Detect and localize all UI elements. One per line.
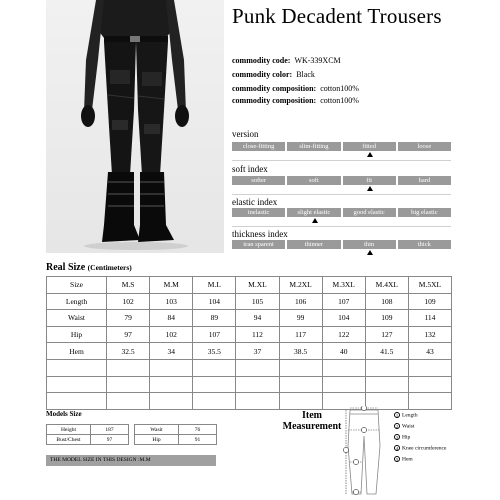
size-chart-heading	[46, 262, 132, 273]
size-cell: 40	[322, 343, 365, 360]
spec-value: WK-339XCM	[294, 56, 341, 65]
size-cell	[408, 376, 451, 393]
legend-label: Knee circumference	[402, 445, 447, 452]
size-cell: 41.5	[365, 343, 408, 360]
elastic-index-option: slight elastic	[287, 208, 340, 217]
thickness-index-selected-marker-icon	[367, 250, 373, 255]
spec-label: commodity composition:	[232, 84, 317, 93]
size-cell	[322, 359, 365, 376]
measurement-legend-item	[394, 456, 413, 462]
size-cell: 105	[236, 293, 279, 310]
size-cell	[193, 376, 236, 393]
thickness-index-label: thickness index	[232, 229, 288, 239]
legend-number-icon: 5	[395, 457, 399, 462]
models-value: 97	[91, 435, 129, 445]
legend-label: Hip	[402, 434, 411, 441]
size-cell	[279, 359, 322, 376]
measurement-legend-item	[394, 423, 414, 429]
elastic-index-label: elastic index	[232, 197, 278, 207]
table-row	[47, 435, 217, 445]
size-cell: 108	[365, 293, 408, 310]
spec-value: cotton100%	[320, 84, 359, 93]
legend-label: Hem	[402, 456, 413, 463]
thickness-index-scale	[232, 240, 451, 249]
measurement-title-line1: Item	[302, 410, 322, 421]
size-cell	[193, 393, 236, 410]
size-cell	[150, 393, 193, 410]
size-cell: 37	[236, 343, 279, 360]
size-cell	[408, 393, 451, 410]
soft-index-option: fit	[343, 176, 396, 185]
size-cell: 43	[408, 343, 451, 360]
size-cell	[193, 359, 236, 376]
size-header-row	[47, 277, 452, 294]
size-header-cell: M.2XL	[279, 277, 322, 294]
models-label: Height	[47, 425, 91, 435]
size-cell: 32.5	[107, 343, 150, 360]
elastic-index-option: good elastic	[343, 208, 396, 217]
elastic-index-selected-marker-icon	[312, 218, 318, 223]
models-value: 91	[179, 435, 217, 445]
table-row	[47, 343, 452, 360]
trousers-figure-illustration	[46, 0, 224, 253]
size-cell: 84	[150, 310, 193, 327]
size-cell: 127	[365, 326, 408, 343]
table-row	[47, 293, 452, 310]
divider	[232, 160, 451, 161]
size-cell: 34	[150, 343, 193, 360]
version-label: version	[232, 129, 259, 139]
size-cell: 132	[408, 326, 451, 343]
version-selected-marker-icon	[367, 152, 373, 157]
product-photo	[46, 0, 224, 253]
size-cell: 112	[236, 326, 279, 343]
soft-index-option: soft	[287, 176, 340, 185]
legend-number-icon: 3	[395, 435, 399, 440]
size-cell	[150, 359, 193, 376]
elastic-index-scale	[232, 208, 451, 217]
table-row	[47, 326, 452, 343]
size-cell: 122	[322, 326, 365, 343]
table-row	[47, 425, 217, 435]
size-row-label	[47, 393, 107, 410]
spec-label: commodity composition:	[232, 96, 317, 105]
measurement-legend-item	[394, 412, 418, 418]
models-value: 76	[179, 425, 217, 435]
measurement-title-line2: Measurement	[282, 421, 342, 432]
soft-index-label: soft index	[232, 164, 268, 174]
size-cell: 117	[279, 326, 322, 343]
size-row-label: Waist	[47, 310, 107, 327]
models-size-table	[46, 424, 217, 445]
size-header-cell: M.3XL	[322, 277, 365, 294]
legend-number-icon: 4	[395, 446, 399, 451]
size-header-cell: M.4XL	[365, 277, 408, 294]
version-scale	[232, 142, 451, 151]
size-cell	[279, 393, 322, 410]
spec-label: commodity code:	[232, 56, 291, 65]
legend-label: Length	[402, 412, 418, 419]
table-row	[47, 310, 452, 327]
size-row-label	[47, 359, 107, 376]
soft-index-scale	[232, 176, 451, 185]
size-cell: 109	[408, 293, 451, 310]
size-cell: 94	[236, 310, 279, 327]
size-cell	[150, 376, 193, 393]
size-cell: 97	[107, 326, 150, 343]
size-row-label: Length	[47, 293, 107, 310]
size-header-cell: M.S	[107, 277, 150, 294]
version-option: close-fitting	[232, 142, 285, 151]
size-cell	[365, 359, 408, 376]
size-cell	[236, 376, 279, 393]
soft-index-option: softer	[232, 176, 285, 185]
table-row	[47, 359, 452, 376]
version-option: slim-fitting	[287, 142, 340, 151]
elastic-index-option: inelastic	[232, 208, 285, 217]
size-cell: 99	[279, 310, 322, 327]
size-chart-table	[46, 276, 452, 410]
size-cell: 114	[408, 310, 451, 327]
legend-label: Waist	[402, 423, 415, 430]
thickness-index-option: tran sparent	[232, 240, 285, 249]
spec-commodity-color	[232, 70, 315, 79]
size-cell: 104	[322, 310, 365, 327]
trousers-measurement-diagram-icon	[336, 406, 392, 498]
spec-commodity-code	[232, 56, 341, 65]
size-cell: 107	[322, 293, 365, 310]
size-cell: 106	[279, 293, 322, 310]
size-cell: 102	[150, 326, 193, 343]
size-cell	[408, 359, 451, 376]
size-header-cell: Size	[47, 277, 107, 294]
size-header-cell: M.5XL	[408, 277, 451, 294]
spec-value: Black	[296, 70, 315, 79]
measurement-legend-item	[394, 445, 446, 451]
models-label: Wasit	[135, 425, 179, 435]
size-cell	[107, 359, 150, 376]
measurement-legend-item	[394, 434, 410, 440]
spec-value: cotton100%	[320, 96, 359, 105]
size-cell: 38.5	[279, 343, 322, 360]
spec-commodity-composition	[232, 84, 359, 93]
thickness-index-option: thin	[343, 240, 396, 249]
divider	[232, 226, 451, 227]
size-cell	[236, 359, 279, 376]
size-cell	[279, 376, 322, 393]
size-cell	[236, 393, 279, 410]
size-cell: 89	[193, 310, 236, 327]
size-cell	[365, 376, 408, 393]
size-cell: 79	[107, 310, 150, 327]
size-header-cell: M.XL	[236, 277, 279, 294]
size-cell	[107, 393, 150, 410]
models-label: Bust/Chest	[47, 435, 91, 445]
size-cell: 109	[365, 310, 408, 327]
model-size-note: THE MODEL SIZE IN THIS DESIGN :M.M	[46, 455, 216, 466]
size-cell: 107	[193, 326, 236, 343]
size-cell	[322, 376, 365, 393]
spec-commodity-composition-2	[232, 96, 359, 105]
size-header-cell: M.L	[193, 277, 236, 294]
thickness-index-option: thick	[398, 240, 451, 249]
size-row-label: Hip	[47, 326, 107, 343]
soft-index-option: hard	[398, 176, 451, 185]
size-row-label	[47, 376, 107, 393]
divider	[232, 194, 451, 195]
size-row-label: Hem	[47, 343, 107, 360]
size-header-cell: M.M	[150, 277, 193, 294]
table-row	[47, 376, 452, 393]
size-cell: 104	[193, 293, 236, 310]
thickness-index-option: thinner	[287, 240, 340, 249]
version-option: fitted	[343, 142, 396, 151]
version-option: loose	[398, 142, 451, 151]
models-value: 187	[91, 425, 129, 435]
legend-number-icon: 1	[395, 413, 399, 418]
size-cell: 103	[150, 293, 193, 310]
legend-number-icon: 2	[395, 424, 399, 429]
soft-index-selected-marker-icon	[367, 186, 373, 191]
spec-label: commodity color:	[232, 70, 293, 79]
product-title: Punk Decadent Trousers	[232, 4, 442, 28]
elastic-index-option: big elastic	[398, 208, 451, 217]
size-cell: 35.5	[193, 343, 236, 360]
size-cell	[107, 376, 150, 393]
size-chart-title: Real Size	[46, 262, 86, 273]
models-label: Hip	[135, 435, 179, 445]
size-cell: 102	[107, 293, 150, 310]
models-size-title: Models Size	[46, 410, 82, 418]
size-chart-unit: (Centimeters)	[87, 263, 132, 272]
